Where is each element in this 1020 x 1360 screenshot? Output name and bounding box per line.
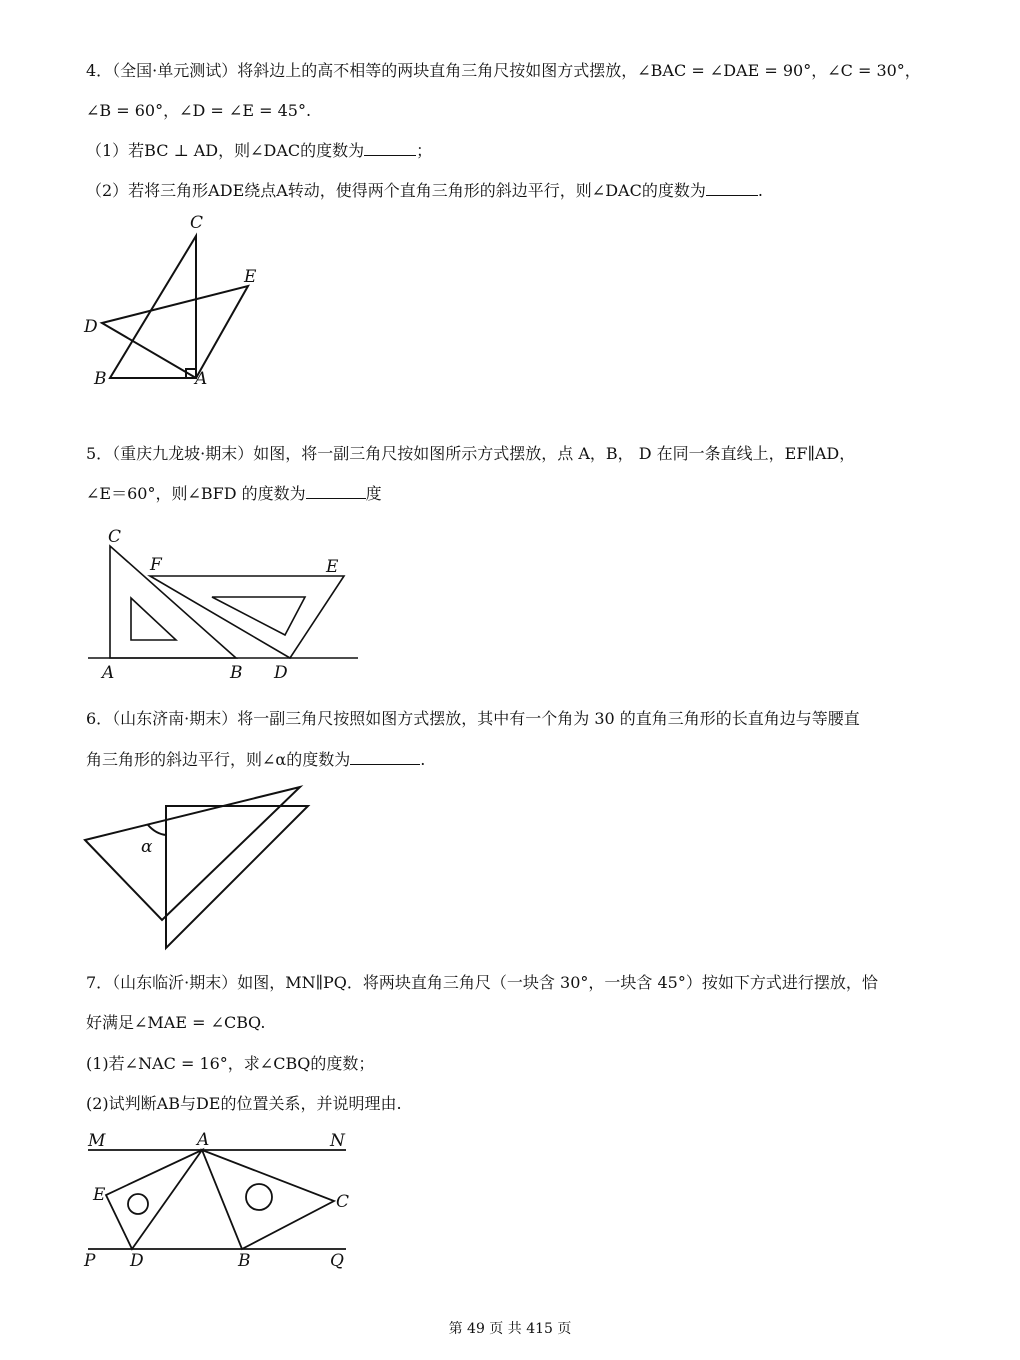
label-d: D: [274, 663, 288, 683]
label-p: P: [84, 1251, 96, 1271]
label-a: A: [195, 369, 208, 389]
label-b: B: [238, 1251, 251, 1271]
problem-7-part-2: (2)试判断AB与DE的位置关系，并说明理由.: [86, 1094, 402, 1113]
hole-left: [128, 1194, 148, 1214]
label-d: D: [130, 1251, 144, 1271]
label-m: M: [88, 1131, 106, 1151]
page-footer: 第 49 页 共 415 页: [448, 1321, 572, 1337]
label-b: B: [94, 369, 107, 389]
label-e: E: [244, 267, 257, 287]
problem-4-line-1: 4．（全国·单元测试）将斜边上的高不相等的两块直角三角尺按如图方式摆放，∠BAC = ∠DAE = 90°，∠C = 30°，: [86, 61, 921, 80]
label-a: A: [197, 1130, 210, 1150]
problem-4-part-2-text: （2）若将三角形ADE绕点A转动，使得两个直角三角形的斜边平行，则∠DAC的度数为: [86, 181, 706, 200]
problem-7-line-2: 好满足∠MAE = ∠CBQ.: [86, 1013, 266, 1032]
triangle-abc: [202, 1150, 334, 1249]
label-e: E: [93, 1185, 106, 1205]
problem-5-line-1: 5．（重庆九龙坡·期末）如图，将一副三角尺按如图所示方式摆放，点 A，B， D 在同一条直线上，EF∥AD，: [86, 444, 856, 463]
label-q: Q: [330, 1251, 344, 1271]
label-c: C: [190, 213, 204, 233]
label-c: C: [108, 527, 122, 547]
label-e: E: [326, 557, 339, 577]
label-n: N: [330, 1131, 345, 1151]
punct: ；: [416, 141, 433, 160]
problem-4-part-1-text: （1）若BC ⊥ AD，则∠DAC的度数为: [86, 141, 365, 160]
punct: .: [757, 181, 763, 200]
label-d: D: [84, 317, 98, 337]
unit: 度: [365, 484, 382, 503]
problem-7-line-1: 7．（山东临沂·期末）如图，MN∥PQ．将两块直角三角尺（一块含 30°，一块含 45°）按如下方式进行摆放，恰: [86, 973, 878, 992]
label-alpha: α: [141, 837, 153, 857]
label-a: A: [102, 663, 115, 683]
problem-6-line-1: 6．（山东济南·期末）将一副三角尺按照如图方式摆放，其中有一个角为 30 的直角三角形的长直角边与等腰直: [86, 709, 860, 728]
problem-5-line-2-text: ∠E＝60°，则∠BFD 的度数为: [86, 484, 306, 503]
label-f: F: [150, 555, 162, 575]
triangle-ade: [106, 1150, 202, 1249]
problem-6-line-2-text: 角三角形的斜边平行，则∠α的度数为: [86, 750, 351, 769]
problem-4-line-2: ∠B = 60°，∠D = ∠E = 45°.: [86, 101, 312, 120]
label-b: B: [230, 663, 243, 683]
problem-7-part-1: (1)若∠NAC = 16°，求∠CBQ的度数；: [86, 1054, 375, 1073]
label-c: C: [336, 1192, 350, 1212]
hole-right: [246, 1184, 272, 1210]
punct: .: [420, 750, 426, 769]
